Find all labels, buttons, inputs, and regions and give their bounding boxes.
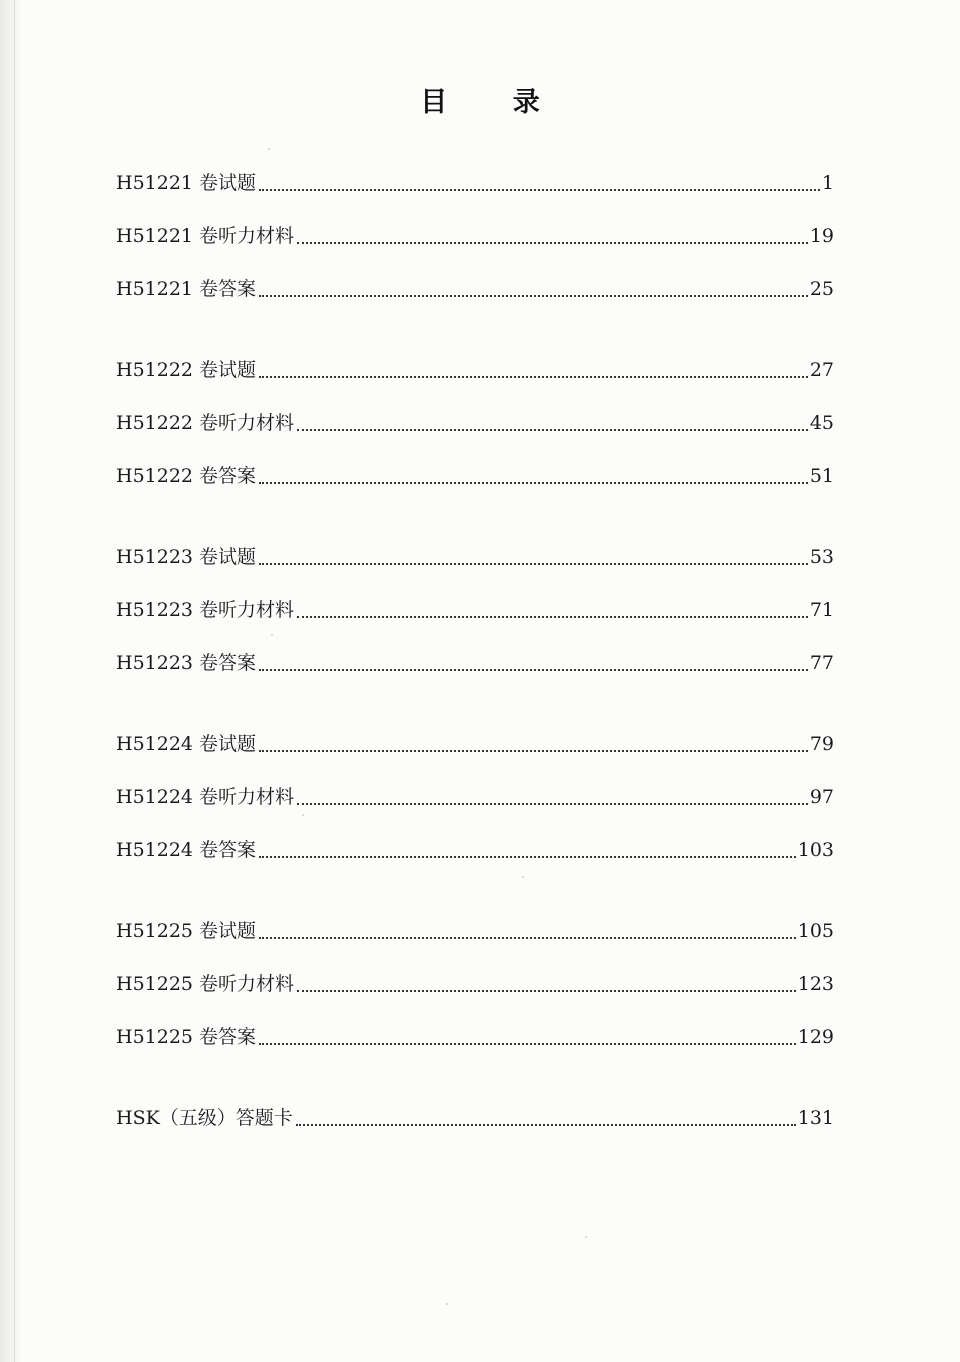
toc-entry-page-number: 19 <box>809 225 834 247</box>
toc-entry-page-number: 97 <box>809 786 834 808</box>
toc-entry-page-number: 53 <box>809 546 834 568</box>
toc-entry-page-number: 131 <box>797 1107 834 1129</box>
toc-entry-page-number: 79 <box>809 733 834 755</box>
toc-entry[interactable] <box>116 356 834 384</box>
toc-entry-page-number: 71 <box>809 599 834 621</box>
dot-leader <box>259 482 808 484</box>
toc-entry[interactable] <box>116 649 834 677</box>
toc-entry-label: HSK（五级）答题卡 <box>116 1107 293 1129</box>
toc-entry[interactable] <box>116 783 834 811</box>
toc-entry-label: H51222 卷试题 <box>116 359 257 381</box>
toc-entry-label: H51221 卷答案 <box>116 278 257 300</box>
toc-entry[interactable] <box>116 409 834 437</box>
toc-entry-label: H51222 卷答案 <box>116 465 257 487</box>
toc-entry[interactable] <box>116 222 834 250</box>
toc-entry-label: H51221 卷试题 <box>116 172 257 194</box>
dot-leader <box>297 616 808 618</box>
toc-entry[interactable] <box>116 543 834 571</box>
toc-entry[interactable] <box>116 275 834 303</box>
toc-entry[interactable] <box>116 917 834 945</box>
dot-leader <box>297 242 808 244</box>
dot-leader <box>259 937 796 939</box>
toc-entry[interactable] <box>116 596 834 624</box>
dot-leader <box>259 750 808 752</box>
dot-leader <box>297 803 808 805</box>
toc-entry-page-number: 103 <box>797 839 834 861</box>
page-edge-shadow <box>0 0 22 1362</box>
dot-leader <box>259 189 820 191</box>
toc-entry[interactable] <box>116 1023 834 1051</box>
scan-speck <box>271 634 273 636</box>
toc-entry-page-number: 129 <box>797 1026 834 1048</box>
toc-entry-label: H51223 卷试题 <box>116 546 257 568</box>
toc-entry-page-number: 77 <box>809 652 834 674</box>
page-edge-line <box>14 0 15 1362</box>
dot-leader <box>297 990 796 992</box>
scan-speck <box>446 1303 448 1305</box>
toc-entry-page-number: 51 <box>809 465 834 487</box>
toc-entry-label: H51224 卷答案 <box>116 839 257 861</box>
toc-entry[interactable] <box>116 730 834 758</box>
toc-entry-label: H51224 卷试题 <box>116 733 257 755</box>
toc-entry-page-number: 1 <box>821 172 834 194</box>
page-title: 目 录 <box>420 87 568 118</box>
toc-entry-label: H51223 卷答案 <box>116 652 257 674</box>
toc-entry-label: H51223 卷听力材料 <box>116 599 295 621</box>
toc-entry-label: H51221 卷听力材料 <box>116 225 295 247</box>
toc-entry[interactable] <box>116 1104 834 1132</box>
toc-entry-page-number: 105 <box>797 920 834 942</box>
toc-entry-label: H51224 卷听力材料 <box>116 786 295 808</box>
toc-entry-page-number: 123 <box>797 973 834 995</box>
toc-entry-page-number: 25 <box>809 278 834 300</box>
toc-entry-page-number: 27 <box>809 359 834 381</box>
toc-entry[interactable] <box>116 462 834 490</box>
dot-leader <box>259 563 808 565</box>
toc-entry[interactable] <box>116 970 834 998</box>
dot-leader <box>259 856 796 858</box>
scan-speck <box>302 814 304 816</box>
dot-leader <box>259 376 808 378</box>
dot-leader <box>259 295 808 297</box>
scan-speck <box>268 148 270 150</box>
scan-speck <box>522 876 524 878</box>
scan-speck <box>585 1236 587 1238</box>
toc-entry[interactable] <box>116 169 834 197</box>
toc-entry-page-number: 45 <box>809 412 834 434</box>
toc-entry-label: H51225 卷试题 <box>116 920 257 942</box>
toc-entry[interactable] <box>116 836 834 864</box>
toc-entry-label: H51222 卷听力材料 <box>116 412 295 434</box>
toc-entry-label: H51225 卷听力材料 <box>116 973 295 995</box>
dot-leader <box>259 1043 796 1045</box>
dot-leader <box>259 669 808 671</box>
toc-entry-label: H51225 卷答案 <box>116 1026 257 1048</box>
dot-leader <box>296 1124 796 1126</box>
dot-leader <box>297 429 808 431</box>
